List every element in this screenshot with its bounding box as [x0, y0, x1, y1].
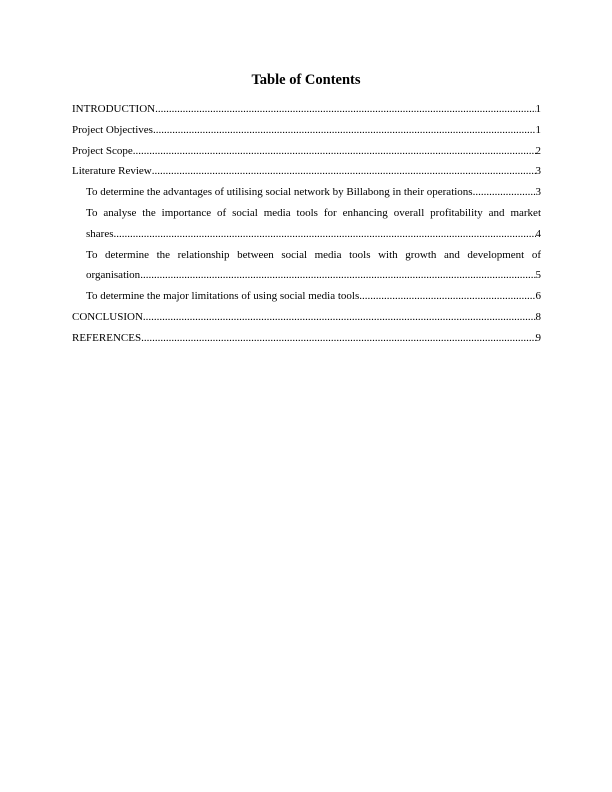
toc-page-number: 5: [535, 269, 541, 282]
toc-entry-label: CONCLUSION: [72, 310, 143, 323]
toc-entry-label: REFERENCES: [72, 331, 142, 344]
toc-entry-label-line2: organisation: [86, 269, 141, 282]
toc-leader-dots: [155, 99, 535, 120]
toc-page-number: 4: [535, 227, 541, 240]
toc-leader-dots: [141, 328, 535, 349]
toc-entry-label: To determine the major limitations of using social media tools: [86, 290, 360, 303]
toc-entry-label-line1: To determine the relationship between social media tools with growth and development of: [86, 248, 541, 261]
toc-entry-project-scope[interactable]: [72, 141, 541, 162]
toc-leader-dots: [133, 141, 536, 162]
toc-page-number: 1: [535, 123, 541, 136]
toc-entry-line2: [86, 265, 541, 286]
toc-entry-references[interactable]: [72, 328, 541, 349]
toc-entry-label-line1: To analyse the importance of social media tools for enhancing overall profitability and market: [86, 206, 541, 219]
toc-leader-dots: [473, 182, 536, 203]
toc-page-number: 9: [535, 331, 541, 344]
table-of-contents: [72, 99, 541, 349]
toc-page-number: 6: [535, 290, 541, 303]
toc-entry-label: To determine the advantages of utilising social network by Billabong in their operations: [86, 186, 473, 199]
toc-leader-dots: [152, 161, 536, 182]
toc-leader-dots: [359, 286, 535, 307]
toc-entry-label: Project Scope: [72, 144, 133, 157]
toc-entry-label: INTRODUCTION: [72, 103, 156, 115]
toc-leader-dots: [114, 224, 536, 245]
toc-page-number: 3: [535, 165, 541, 178]
toc-entry-label-line2: shares: [86, 227, 114, 240]
toc-entry-project-objectives[interactable]: [72, 120, 541, 141]
toc-entry-label: Literature Review: [72, 165, 152, 178]
toc-page-number: 8: [535, 310, 541, 323]
toc-subentry-limitations[interactable]: [72, 286, 541, 307]
toc-leader-dots: [143, 307, 536, 328]
toc-entry-conclusion[interactable]: [72, 307, 541, 328]
toc-entry-line2: [86, 224, 541, 245]
toc-leader-dots: [153, 120, 536, 141]
toc-subentry-relationship[interactable]: [72, 245, 541, 287]
toc-page-number: 2: [535, 144, 541, 157]
toc-page-number: 3: [535, 186, 541, 199]
toc-entry-literature-review[interactable]: [72, 161, 541, 182]
toc-entry-introduction[interactable]: [72, 99, 541, 120]
toc-page-number: 1: [535, 103, 541, 115]
toc-leader-dots: [140, 265, 535, 286]
toc-subentry-advantages[interactable]: [72, 182, 541, 203]
toc-subentry-importance[interactable]: [72, 203, 541, 245]
toc-title: Table of Contents: [251, 72, 361, 88]
toc-entry-label: Project Objectives: [72, 123, 153, 136]
